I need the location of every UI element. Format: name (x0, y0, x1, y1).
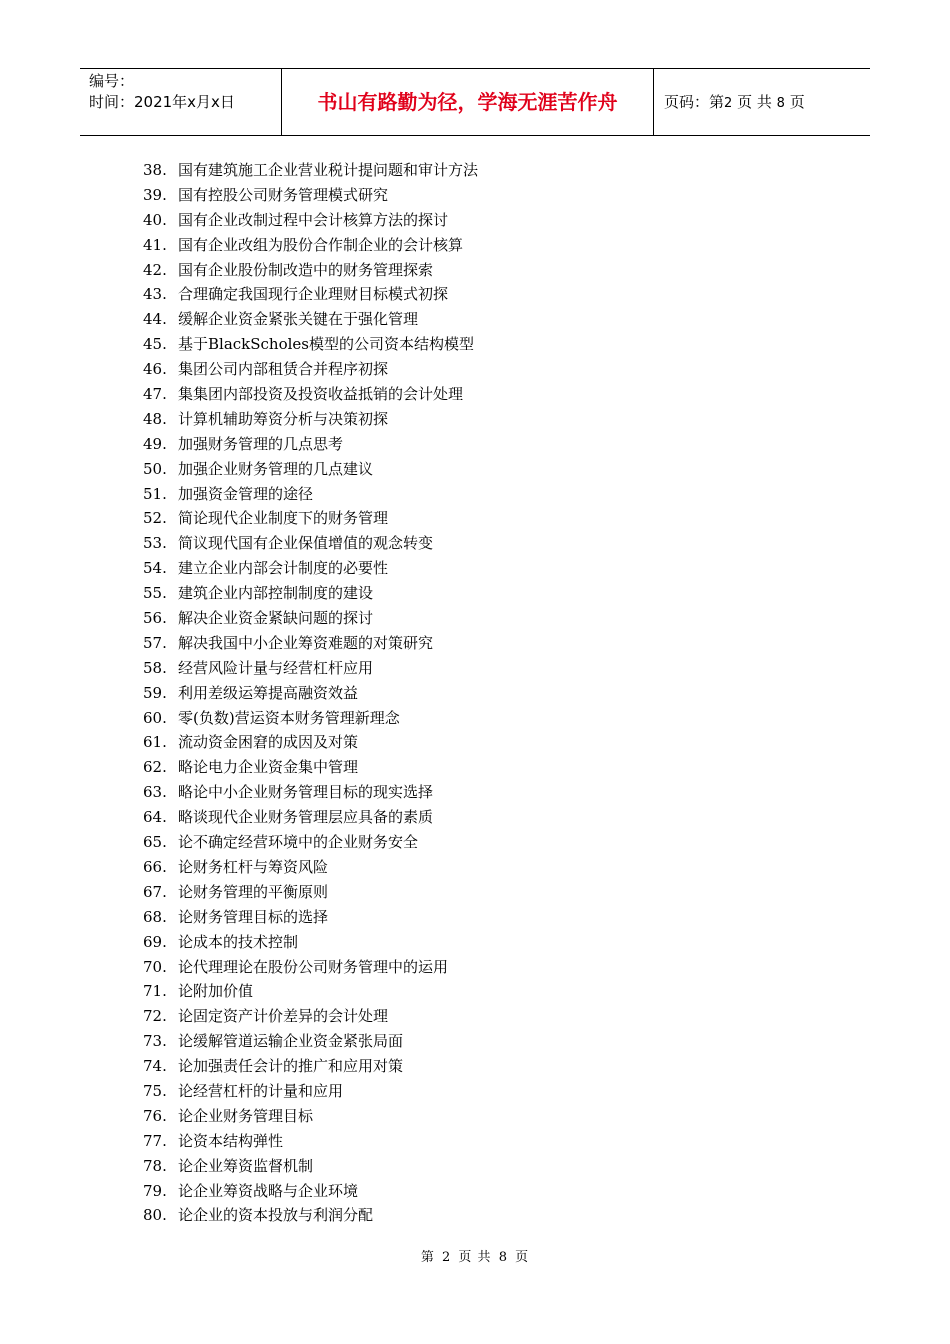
item-title: 论企业的资本投放与利润分配 (178, 1206, 374, 1225)
list-item (143, 631, 478, 656)
page-header (80, 68, 870, 136)
list-item (143, 755, 478, 780)
item-number: 61. (143, 733, 167, 752)
item-number: 58. (143, 658, 167, 677)
item-title: 论资本结构弹性 (178, 1131, 284, 1150)
item-title: 解决企业资金紧缺问题的探讨 (178, 609, 374, 628)
list-item (143, 307, 478, 332)
list-item (143, 158, 478, 183)
item-number: 41. (143, 235, 167, 254)
footer-prefix: 第 (420, 1250, 435, 1265)
item-number: 78. (143, 1156, 167, 1175)
item-title: 论不确定经营环境中的企业财务安全 (178, 833, 419, 852)
item-number: 66. (143, 857, 167, 876)
item-number: 74. (143, 1057, 167, 1076)
item-title: 略论电力企业资金集中管理 (178, 758, 359, 777)
item-title: 加强财务管理的几点思考 (178, 434, 344, 453)
list-item (143, 258, 478, 283)
item-title: 流动资金困窘的成因及对策 (178, 733, 359, 752)
list-item (143, 432, 478, 457)
item-title: 论企业财务管理目标 (178, 1106, 314, 1125)
item-number: 77. (143, 1131, 167, 1150)
list-item (143, 556, 478, 581)
item-number: 80. (143, 1206, 167, 1225)
item-number: 70. (143, 957, 167, 976)
item-title: 基于BlackScholes模型的公司资本结构模型 (178, 335, 474, 354)
item-number: 57. (143, 633, 167, 652)
list-item (143, 955, 478, 980)
item-title: 略论中小企业财务管理目标的现实选择 (178, 783, 434, 802)
item-title: 论固定资产计价差异的会计处理 (178, 1007, 389, 1026)
item-title: 解决我国中小企业筹资难题的对策研究 (178, 633, 434, 652)
item-number: 73. (143, 1032, 167, 1051)
item-number: 38. (143, 161, 167, 179)
item-title: 加强企业财务管理的几点建议 (178, 459, 374, 478)
item-title: 论企业筹资监督机制 (178, 1156, 314, 1175)
item-number: 40. (143, 210, 167, 229)
list-item (143, 482, 478, 507)
list-item (143, 233, 478, 258)
page-total: 8 (776, 96, 785, 111)
list-item (143, 1129, 478, 1154)
list-item (143, 1004, 478, 1029)
list-item (143, 208, 478, 233)
item-title: 合理确定我国现行企业理财目标模式初探 (178, 285, 449, 304)
item-title: 简论现代企业制度下的财务管理 (178, 509, 389, 528)
item-title: 缓解企业资金紧张关键在于强化管理 (178, 310, 419, 329)
page-current: 2 (724, 96, 733, 111)
list-item (143, 531, 478, 556)
item-title: 论企业筹资战略与企业环境 (178, 1181, 359, 1200)
item-title: 论财务管理目标的选择 (178, 907, 329, 926)
list-item (143, 830, 478, 855)
item-title: 论代理理论在股份公司财务管理中的运用 (178, 957, 449, 976)
list-item (143, 930, 478, 955)
page-prefix: 页码：第 (664, 93, 725, 111)
item-number: 76. (143, 1106, 167, 1125)
list-item (143, 656, 478, 681)
item-number: 63. (143, 783, 167, 802)
page-footer (0, 1246, 950, 1265)
list-item (143, 282, 478, 307)
item-title: 零(负数)营运资本财务管理新理念 (178, 708, 400, 727)
list-item (143, 681, 478, 706)
list-item (143, 855, 478, 880)
list-item (143, 407, 478, 432)
item-number: 72. (143, 1007, 167, 1026)
item-number: 45. (143, 335, 167, 354)
topic-list (143, 158, 478, 1228)
item-title: 简议现代国有企业保值增值的观念转变 (178, 534, 434, 553)
list-item (143, 905, 478, 930)
item-number: 48. (143, 409, 167, 428)
item-number: 71. (143, 982, 167, 1001)
item-title: 论经营杠杆的计量和应用 (178, 1081, 344, 1100)
item-number: 75. (143, 1081, 167, 1100)
item-title: 论财务杠杆与筹资风险 (178, 857, 329, 876)
item-title: 论财务管理的平衡原则 (178, 882, 329, 901)
list-item (143, 581, 478, 606)
footer-mid: 页 共 (458, 1250, 492, 1265)
list-item (143, 1054, 478, 1079)
item-number: 44. (143, 310, 167, 329)
time-label: 时间：2021年x月x日 (89, 93, 235, 111)
item-number: 56. (143, 609, 167, 628)
item-title: 国有企业股份制改造中的财务管理探索 (178, 260, 434, 279)
item-title: 国有企业改制过程中会计核算方法的探讨 (178, 210, 449, 229)
item-number: 64. (143, 808, 167, 827)
item-number: 51. (143, 484, 167, 503)
item-number: 42. (143, 260, 167, 279)
list-item (143, 780, 478, 805)
item-number: 68. (143, 907, 167, 926)
item-title: 论附加价值 (178, 982, 254, 1001)
list-item (143, 730, 478, 755)
list-item (143, 1104, 478, 1129)
item-title: 论成本的技术控制 (178, 932, 299, 951)
item-number: 43. (143, 285, 167, 304)
item-title: 论缓解管道运输企业资金紧张局面 (178, 1032, 404, 1051)
item-number: 60. (143, 708, 167, 727)
item-number: 53. (143, 534, 167, 553)
item-number: 50. (143, 459, 167, 478)
item-title: 集团公司内部租赁合并程序初探 (178, 360, 389, 379)
item-title: 利用差级运筹提高融资效益 (178, 683, 359, 702)
item-title: 国有建筑施工企业营业税计提问题和审计方法 (178, 161, 479, 179)
item-title: 加强资金管理的途径 (178, 484, 314, 503)
list-item (143, 1079, 478, 1104)
list-item (143, 979, 478, 1004)
header-page-info (654, 69, 870, 135)
item-number: 55. (143, 584, 167, 603)
item-number: 46. (143, 360, 167, 379)
header-meta (80, 69, 282, 135)
list-item (143, 706, 478, 731)
page-mid: 页 共 (737, 93, 772, 111)
list-item (143, 1179, 478, 1204)
code-label: 编号： (89, 72, 135, 90)
list-item (143, 506, 478, 531)
list-item (143, 357, 478, 382)
list-item (143, 805, 478, 830)
item-number: 67. (143, 882, 167, 901)
item-number: 39. (143, 185, 167, 204)
item-title: 计算机辅助筹资分析与决策初探 (178, 409, 389, 428)
item-title: 国有企业改组为股份合作制企业的会计核算 (178, 235, 464, 254)
item-number: 79. (143, 1181, 167, 1200)
item-number: 54. (143, 559, 167, 578)
item-title: 建筑企业内部控制制度的建设 (178, 584, 374, 603)
list-item (143, 1203, 478, 1228)
list-item (143, 457, 478, 482)
item-title: 论加强责任会计的推广和应用对策 (178, 1057, 404, 1076)
item-number: 62. (143, 758, 167, 777)
item-number: 52. (143, 509, 167, 528)
item-title: 略谈现代企业财务管理层应具备的素质 (178, 808, 434, 827)
footer-total: 8 (498, 1250, 508, 1265)
item-number: 49. (143, 434, 167, 453)
list-item (143, 183, 478, 208)
list-item (143, 332, 478, 357)
footer-suffix: 页 (515, 1250, 530, 1265)
item-number: 69. (143, 932, 167, 951)
list-item (143, 880, 478, 905)
list-item (143, 382, 478, 407)
item-title: 经营风险计量与经营杠杆应用 (178, 658, 374, 677)
item-title: 国有控股公司财务管理模式研究 (178, 185, 389, 204)
list-item (143, 1029, 478, 1054)
header-motto: 书山有路勤为径，学海无涯苦作舟 (282, 69, 654, 135)
item-title: 集集团内部投资及投资收益抵销的会计处理 (178, 385, 464, 404)
page-suffix: 页 (789, 93, 805, 111)
footer-current: 2 (442, 1250, 452, 1265)
item-number: 65. (143, 833, 167, 852)
list-item (143, 606, 478, 631)
item-number: 59. (143, 683, 167, 702)
list-item (143, 1154, 478, 1179)
item-title: 建立企业内部会计制度的必要性 (178, 559, 389, 578)
item-number: 47. (143, 385, 167, 404)
